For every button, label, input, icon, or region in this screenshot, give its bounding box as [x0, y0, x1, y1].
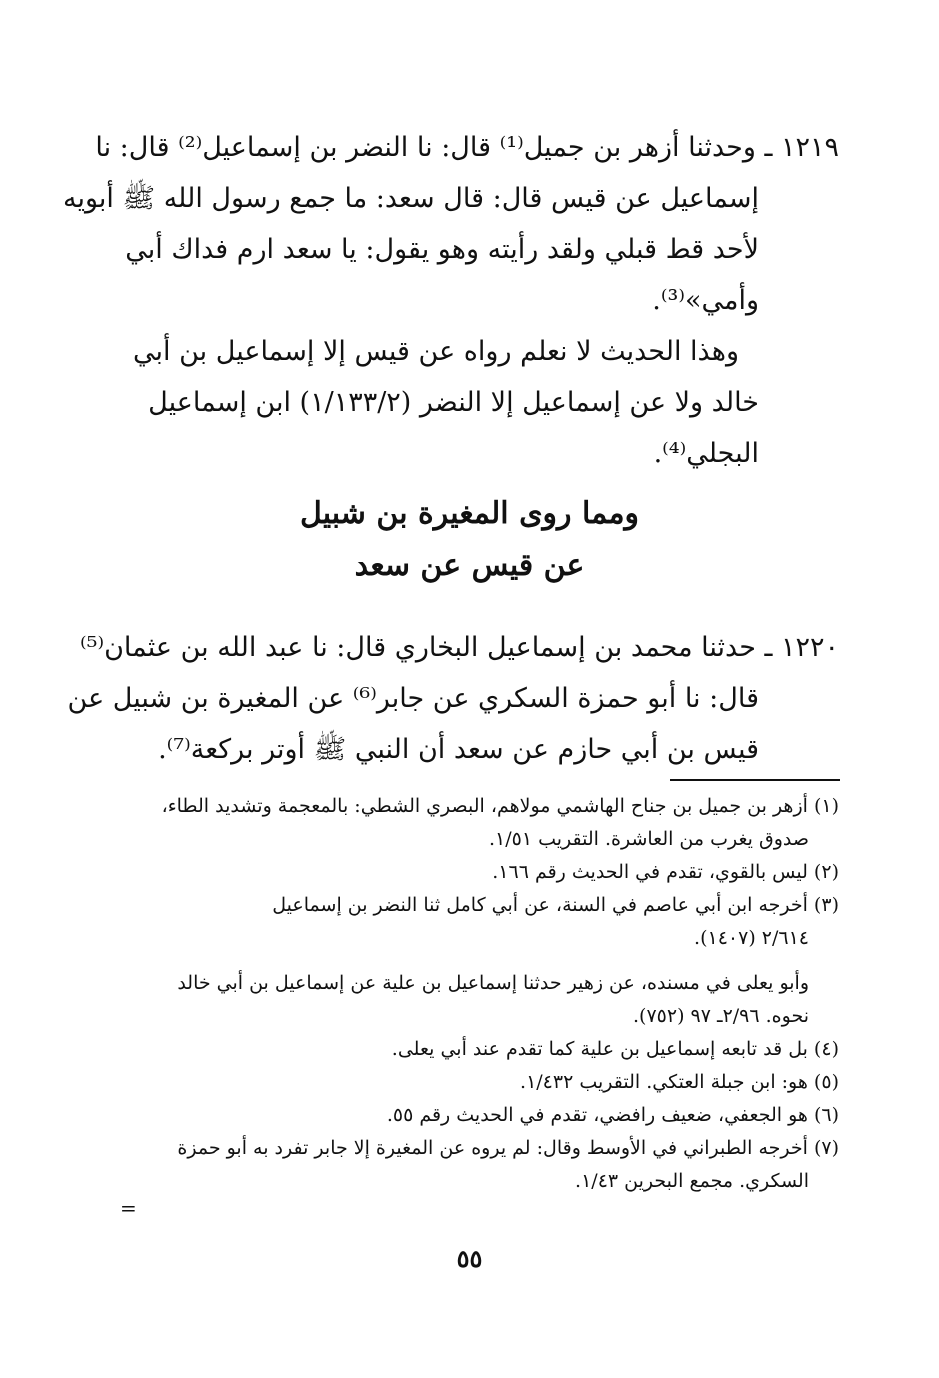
footnote-2: (٢) ليس بالقوي، تقدم في الحديث رقم ١٦٦. [492, 861, 839, 883]
hadith-1220-line-2: قال: نا أبو حمزة السكري عن جابر⁽⁶⁾ عن المغيرة بن شبيل عن [67, 683, 759, 714]
continuation-mark: = [120, 1196, 137, 1220]
section-heading-line-1: ومما روى المغيرة بن شبيل [299, 496, 640, 531]
footnote-5: (٥) هو: ابن جبلة العتكي. التقريب ١/٤٣٢. [520, 1071, 839, 1093]
footnote-1-line-1: (١) أزهر بن جميل بن جناح الهاشمي مولاهم، البصري الشطي: بالمعجمة وتشديد الطاء، [161, 795, 839, 817]
hadith-1219 [62, 122, 839, 326]
hadith-1219-line-1: ١٢١٩ ـ وحدثنا أزهر بن جميل⁽¹⁾ قال: نا النضر بن إسماعيل⁽²⁾ قال: نا [95, 132, 839, 163]
footnote-3b-line-1: وأبو يعلى في مسنده، عن زهير حدثنا إسماعيل بن علية عن إسماعيل بن أبي خالد [177, 972, 809, 994]
hadith-1219-commentary [104, 326, 839, 479]
footnote-6: (٦) هو الجعفي، ضعيف رافضي، تقدم في الحديث رقم ٥٥. [386, 1104, 839, 1126]
hadith-1220-line-1: ١٢٢٠ ـ حدثنا محمد بن إسماعيل البخاري قال: نا عبد الله بن عثمان⁽⁵⁾ [79, 632, 839, 663]
footnote-3-line-2: ٢/٦١٤ (١٤٠٧). [694, 927, 809, 949]
footnote-4: (٤) بل قد تابعه إسماعيل بن علية كما تقدم عند أبي يعلى. [391, 1038, 839, 1060]
hadith-1219-line-4: وأمي»⁽³⁾. [652, 285, 759, 316]
commentary-line-2: خالد ولا عن إسماعيل إلا النضر (١/١٣٣/٢) ابن إسماعيل [148, 387, 759, 418]
commentary-line-3: البجلي⁽⁴⁾. [653, 438, 759, 469]
footnote-3-line-1: (٣) أخرجه ابن أبي عاصم في السنة، عن أبي كامل ثنا النضر بن إسماعيل [272, 894, 839, 916]
commentary-line-1: وهذا الحديث لا نعلم رواه عن قيس إلا إسماعيل بن أبي [133, 336, 739, 367]
footnote-7-line-1: (٧) أخرجه الطبراني في الأوسط وقال: لم يروه عن المغيرة إلا جابر تفرد به أبو حمزة [177, 1137, 839, 1159]
footnote-7-line-2: السكري. مجمع البحرين ١/٤٣. [575, 1170, 809, 1192]
hadith-1220-line-3: قيس بن أبي حازم عن سعد أن النبي ﷺ أوتر بركعة⁽⁷⁾. [158, 734, 759, 765]
footnotes [104, 790, 839, 1198]
footnote-3b-line-2: نحوه. ٢/٩٦ـ ٩٧ (٧٥٢). [633, 1005, 809, 1027]
footnote-separator [670, 779, 840, 781]
footnote-gap [104, 955, 839, 967]
page-number: ٥٥ [456, 1244, 483, 1273]
hadith-1220 [67, 622, 839, 775]
section-heading-line-2: عن قيس عن سعد [354, 548, 585, 583]
hadith-1219-line-2: إسماعيل عن قيس قال: قال سعد: ما جمع رسول الله ﷺ أبويه [62, 183, 759, 214]
hadith-1219-line-3: لأحد قط قبلي ولقد رأيته وهو يقول: يا سعد ارم فداك أبي [125, 234, 759, 265]
footnote-1-line-2: صدوق يغرب من العاشرة. التقريب ١/٥١. [488, 828, 809, 850]
